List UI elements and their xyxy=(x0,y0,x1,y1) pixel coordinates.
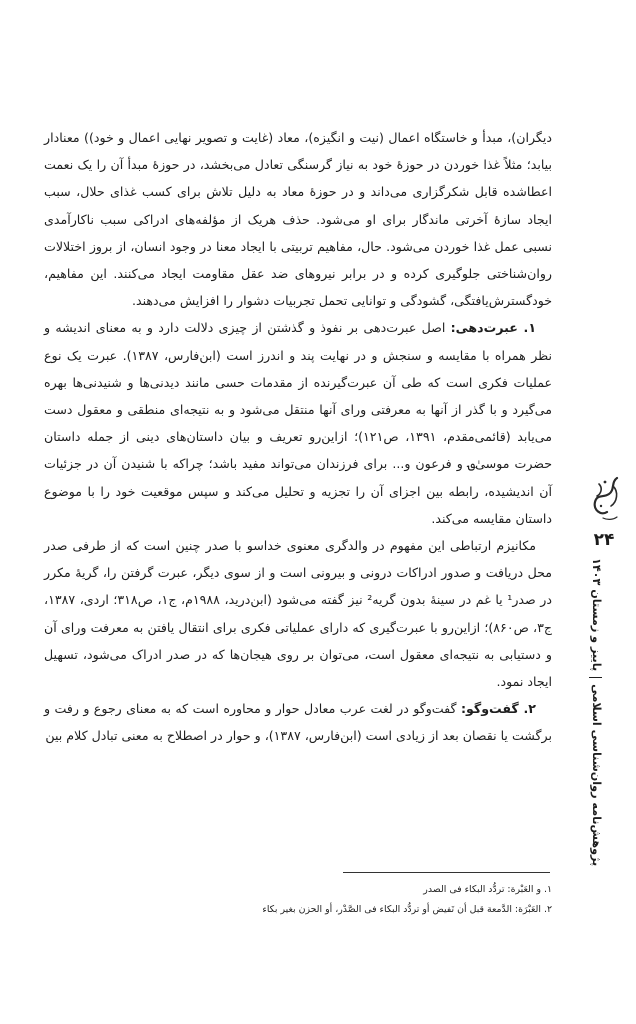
section-heading-dialogue: ۲. گفت‌وگو: xyxy=(460,701,536,717)
running-header xyxy=(590,558,614,867)
issue-label: پاییز و زمستان ۱۴۰۳ xyxy=(590,558,603,672)
paragraph-dialogue-text: گفت‌وگو در لغت عرب معادل حوار و محاوره است که به معنای رجوع و رفت و برگشت یا نقصان بعد از زیادی است (ابن‌فارس، ۱۳۸۷)، و حوار در اصطلاح به معنی تبادل کلام بین xyxy=(44,701,552,744)
footnote-1: ۱. و العَبْرة: تردُّد البکاء فی الصدر xyxy=(423,884,552,895)
header-separator xyxy=(590,677,603,678)
paragraph-ebrat xyxy=(44,314,552,532)
paragraph-mechanism: مکانیزم ارتباطی این مفهوم در والدگری معنوی خداسو با صدر چنین است که از طرفی صدر محل دریافت و صدور ادراکات درونی و بیرونی است و از سوی دیگر، عبرت گرفتن را، گریۀ مکرر در صدر¹ یا غم در سینۀ بدون گریه² نیز گفته می‌شود (ابن‌درید، ۱۹۸۸م، ج۱، ص۳۱۸؛ اردی، ۱۳۸۷، ج۳، ص۸۶۰)؛ ازاین‌رو با عبرت‌گیری که دارای عملیاتی فکری برای انتقال یافتن به معرفت ورای آن و دستیابی به نتیجه‌ای معقول است، می‌توان بر روی هیجان‌ها که در صدر ادراک می‌شود، تسهیل ایجاد نمود. xyxy=(44,538,552,690)
journal-calligraphy-logo xyxy=(589,472,623,524)
section-heading-ebrat: ۱. عبرت‌دهی: xyxy=(450,320,536,336)
article-body xyxy=(44,124,552,750)
running-header-text xyxy=(587,558,605,866)
paragraph-ebrat-text: اصل عبرت‌دهی بر نفوذ و گذشتن از چیزی دلالت دارد و به معنای اندیشه و نظر همراه با مقایسه و سنجش و در نهایت پند و اندرز است (ابن‌فارس، ۱۳۸۷). عبرت یک نوع عملیات فکری است که طی آن عبرت‌گیرنده از مقدمات حسی مانند دیدنی‌ها و شنیدنی‌ها بهره می‌گیرد و با گذر از آنها به معرفتی ورای آنها منتقل می‌شود و به نتیجه‌ای منطقی و معقول دست می‌یابد (قائمی‌مقدم، ۱۳۹۱، ص۱۲۱)؛ ازاین‌رو تعریف و بیان داستان‌های دینی از جمله داستان حضرت موسیٰ‌؈ و فرعون و... برای فرزندان می‌تواند مفید باشد؛ چراکه با شنیدن آن در جزئیات آن اندیشیده، رابطه بین اجزای آن را تجزیه و تحلیل می‌کند و سپس موقعیت خود را با موضوع داستان مقایسه می‌کند. xyxy=(44,320,553,526)
footnote-2: ۲. العَبْرَة: الدَّمعة قبل أن تَفیض أو تردُّد البکاء فی الصَّدْر، أو الحزن بغیر بکاء xyxy=(262,904,552,915)
footnotes xyxy=(100,880,552,920)
journal-title: پژوهش‌نامه روان‌شناسی اسلامی xyxy=(590,684,603,867)
footnote-divider xyxy=(343,872,550,873)
page-number: ۲۴ xyxy=(593,530,615,550)
paragraph-dialogue xyxy=(44,695,552,749)
paragraph-intro: دیگران)، مبدأ و خاستگاه اعمال (نیت و انگیزه)، معاد (غایت و تصویر نهایی اعمال و خود)) معنادار بیابد؛ مثلاً غذا خوردن در حوزۀ خود به نیاز گرسنگی تعادل می‌بخشد، در حوزۀ مبدأ آن را یک نعمت اعطاشده قابل شکرگزاری می‌داند و در حوزۀ معاد به دلیل تلاش برای کسب غذای حلال، سبب ایجاد سازۀ آخرتی ماندگار برای او می‌شود. حذف هریک از مؤلفه‌های ادراکی سبب ناکارآمدی نسبی عمل غذا خوردن می‌شود. حال، مفاهیم تربیتی با ایجاد معنا در وجود انسان، از بروز اختلالات روان‌شناختی جلوگیری کرده و در برابر نیروهای ضد عقل مقاومت ایجاد می‌کنند. این مفاهیم، خودگسترش‌یافتگی، گشودگی و توانایی تحمل تجربیات دشوار را افزایش می‌دهند. xyxy=(44,130,552,309)
